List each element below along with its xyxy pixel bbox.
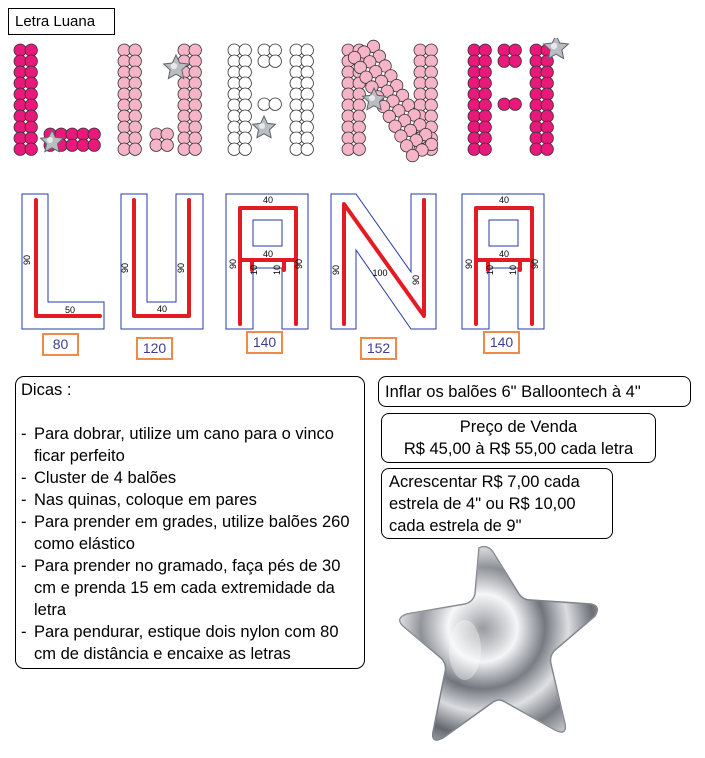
balloon xyxy=(530,121,542,133)
balloon xyxy=(178,143,190,155)
dimension-label: 50 xyxy=(64,305,76,315)
balloon xyxy=(479,88,491,100)
balloon xyxy=(530,66,542,78)
tips-list xyxy=(21,423,364,665)
balloon xyxy=(258,55,270,67)
balloon xyxy=(25,110,37,122)
balloon xyxy=(189,77,201,89)
dimension-label: 90 xyxy=(176,262,186,274)
balloon xyxy=(353,132,365,144)
balloon xyxy=(189,66,201,78)
balloon xyxy=(468,44,480,56)
balloon xyxy=(301,66,313,78)
balloon xyxy=(414,77,426,89)
balloon xyxy=(479,121,491,133)
balloon xyxy=(189,99,201,111)
frame-letter-l xyxy=(22,194,104,329)
balloon xyxy=(541,77,553,89)
balloon xyxy=(425,99,437,111)
balloon xyxy=(290,110,302,122)
balloon xyxy=(353,121,365,133)
dimension-label: 90 xyxy=(464,258,474,270)
dimension-label: 90 xyxy=(331,264,341,276)
balloon xyxy=(25,44,37,56)
tip-item: - Para dobrar, utilize um cano para o vinco ficar perfeito xyxy=(21,423,364,467)
balloon xyxy=(239,88,251,100)
balloon xyxy=(468,121,480,133)
balloon xyxy=(301,99,313,111)
balloon xyxy=(14,143,26,155)
balloon xyxy=(541,132,553,144)
balloon xyxy=(301,77,313,89)
balloon xyxy=(468,143,480,155)
dimension-label: 40 xyxy=(262,195,274,205)
balloon xyxy=(161,128,173,140)
balloon xyxy=(541,143,553,155)
balloon xyxy=(342,66,354,78)
balloon xyxy=(290,143,302,155)
balloon xyxy=(14,88,26,100)
balloon xyxy=(414,88,426,100)
balloon-letter-a1 xyxy=(228,44,313,155)
balloon xyxy=(66,139,78,151)
balloon xyxy=(77,139,89,151)
balloon xyxy=(342,132,354,144)
balloon xyxy=(118,121,130,133)
balloon xyxy=(468,55,480,67)
tips-box xyxy=(15,376,365,669)
balloon xyxy=(77,128,89,140)
balloon xyxy=(150,128,162,140)
balloon xyxy=(228,88,240,100)
tip-item: - Para prender no gramado, faça pés de 30 cm e prenda 15 em cada extremidade da letra xyxy=(21,555,364,621)
balloon xyxy=(258,44,270,56)
balloon xyxy=(301,132,313,144)
balloon xyxy=(479,99,491,111)
dimension-label: 90 xyxy=(411,274,421,286)
balloon xyxy=(301,143,313,155)
balloon xyxy=(541,110,553,122)
balloon xyxy=(530,88,542,100)
balloon xyxy=(239,132,251,144)
dimension-label: 40 xyxy=(498,195,510,205)
dimension-label: 100 xyxy=(372,268,388,278)
inflate-note: Inflar os balões 6" Balloontech à 4" xyxy=(378,376,691,407)
balloon xyxy=(342,77,354,89)
balloon xyxy=(161,139,173,151)
balloon xyxy=(14,55,26,67)
balloon xyxy=(479,77,491,89)
balloon xyxy=(25,66,37,78)
count-label-n: 152 xyxy=(360,337,397,360)
balloon xyxy=(189,55,201,67)
balloon xyxy=(414,44,426,56)
balloon xyxy=(468,99,480,111)
balloon xyxy=(25,121,37,133)
balloon xyxy=(239,44,251,56)
balloon xyxy=(530,132,542,144)
balloon xyxy=(468,77,480,89)
balloon xyxy=(25,55,37,67)
balloon xyxy=(14,66,26,78)
balloon xyxy=(239,66,251,78)
balloon xyxy=(25,88,37,100)
balloon xyxy=(530,55,542,67)
balloon-letter-a2 xyxy=(468,44,553,155)
balloon xyxy=(406,149,418,161)
balloon xyxy=(239,110,251,122)
balloon xyxy=(342,121,354,133)
balloon xyxy=(129,132,141,144)
balloon xyxy=(129,66,141,78)
balloon xyxy=(498,44,510,56)
balloon xyxy=(129,99,141,111)
balloon xyxy=(239,99,251,111)
balloon xyxy=(118,143,130,155)
star-price-note: Acrescentar R$ 7,00 cada estrela de 4" ou R$ 10,00 cada estrela de 9" xyxy=(381,468,613,539)
balloon xyxy=(468,132,480,144)
price-box xyxy=(381,413,656,463)
balloon xyxy=(228,121,240,133)
balloon xyxy=(88,128,100,140)
dimension-label: 40 xyxy=(156,304,168,314)
balloon xyxy=(129,44,141,56)
price-value: R$ 45,00 à R$ 55,00 cada letra xyxy=(403,440,634,458)
tip-item: - Para pendurar, estique dois nylon com 80 cm de distância e encaixe as letras xyxy=(21,621,364,665)
balloon xyxy=(290,121,302,133)
balloon xyxy=(178,132,190,144)
balloon xyxy=(189,88,201,100)
dimension-label: 10 xyxy=(485,264,495,276)
balloon-letter-n xyxy=(342,40,438,162)
balloon xyxy=(129,143,141,155)
dimension-label: 10 xyxy=(508,264,518,276)
balloon xyxy=(290,66,302,78)
balloon xyxy=(118,88,130,100)
balloon xyxy=(290,77,302,89)
frame-letter-a1 xyxy=(226,194,308,329)
balloon xyxy=(498,98,510,110)
dimension-label: 90 xyxy=(120,262,130,274)
balloon xyxy=(228,132,240,144)
balloon xyxy=(290,55,302,67)
balloon xyxy=(129,77,141,89)
balloon xyxy=(25,77,37,89)
count-label-l: 80 xyxy=(42,333,79,356)
balloon xyxy=(118,44,130,56)
balloon xyxy=(468,88,480,100)
balloon xyxy=(150,139,162,151)
balloon xyxy=(228,99,240,111)
balloon xyxy=(269,55,281,67)
frame-letter-n xyxy=(331,194,436,329)
tip-item: - Nas quinas, coloque em pares xyxy=(21,489,364,511)
dimension-label: 10 xyxy=(249,264,259,276)
balloon xyxy=(228,77,240,89)
balloon xyxy=(118,77,130,89)
balloon xyxy=(258,98,270,110)
balloon xyxy=(301,121,313,133)
balloon-letters xyxy=(0,38,705,180)
balloon xyxy=(189,110,201,122)
balloon xyxy=(301,44,313,56)
count-label-u: 120 xyxy=(136,337,173,360)
balloon xyxy=(479,110,491,122)
balloon xyxy=(498,55,510,67)
balloon xyxy=(178,121,190,133)
balloon xyxy=(118,132,130,144)
balloon xyxy=(425,44,437,56)
balloon xyxy=(14,77,26,89)
balloon xyxy=(425,66,437,78)
balloon xyxy=(353,143,365,155)
silver-foil-star-balloon xyxy=(395,542,605,742)
frame-letter-a2 xyxy=(462,194,544,329)
balloon xyxy=(342,88,354,100)
balloon xyxy=(425,77,437,89)
dimension-label: 90 xyxy=(530,258,540,270)
count-label-a2: 140 xyxy=(483,331,520,354)
balloon xyxy=(530,77,542,89)
balloon xyxy=(530,143,542,155)
balloon xyxy=(129,121,141,133)
dimension-label: 90 xyxy=(22,254,32,266)
balloon xyxy=(541,99,553,111)
balloon xyxy=(290,44,302,56)
balloon xyxy=(301,88,313,100)
balloon xyxy=(479,55,491,67)
tip-item: - Cluster de 4 balões xyxy=(21,467,364,489)
balloon xyxy=(25,99,37,111)
balloon xyxy=(239,143,251,155)
balloon xyxy=(530,110,542,122)
balloon xyxy=(178,99,190,111)
tip-item: - Para prender em grades, utilize balões 260 como elástico xyxy=(21,511,364,555)
balloon xyxy=(178,88,190,100)
dimension-label: 90 xyxy=(294,258,304,270)
balloon xyxy=(178,110,190,122)
dimension-label: 40 xyxy=(262,249,274,259)
balloon-letter-u xyxy=(118,44,201,155)
silver-foil-star-icon xyxy=(253,116,276,138)
frame-letter-u xyxy=(120,194,203,329)
balloon xyxy=(129,55,141,67)
count-label-a1: 140 xyxy=(246,331,283,354)
balloon xyxy=(342,99,354,111)
balloon xyxy=(118,110,130,122)
balloon xyxy=(88,139,100,151)
balloon xyxy=(239,55,251,67)
balloon xyxy=(353,88,365,100)
balloon xyxy=(178,44,190,56)
balloon xyxy=(290,88,302,100)
balloon xyxy=(269,98,281,110)
dimension-label: 10 xyxy=(272,264,282,276)
dimension-label: 40 xyxy=(498,249,510,259)
balloon xyxy=(541,66,553,78)
balloon xyxy=(509,98,521,110)
balloon xyxy=(228,110,240,122)
balloon xyxy=(25,132,37,144)
tips-heading: Dicas : xyxy=(21,381,72,399)
balloon xyxy=(14,44,26,56)
balloon xyxy=(66,128,78,140)
balloon xyxy=(414,66,426,78)
frame-diagrams xyxy=(0,190,705,335)
balloon xyxy=(414,55,426,67)
balloon xyxy=(342,143,354,155)
balloon xyxy=(189,143,201,155)
balloon xyxy=(541,88,553,100)
balloon xyxy=(129,110,141,122)
balloon xyxy=(14,121,26,133)
balloon xyxy=(228,55,240,67)
page-title: Letra Luana xyxy=(8,8,115,35)
balloon xyxy=(178,77,190,89)
balloon xyxy=(301,110,313,122)
balloon xyxy=(509,55,521,67)
balloon xyxy=(541,121,553,133)
balloon xyxy=(342,110,354,122)
price-heading: Preço de Venda xyxy=(459,418,578,436)
balloon xyxy=(530,44,542,56)
balloon xyxy=(25,143,37,155)
balloon xyxy=(425,110,437,122)
balloon xyxy=(479,66,491,78)
balloon xyxy=(189,121,201,133)
balloon xyxy=(239,77,251,89)
balloon xyxy=(425,55,437,67)
balloon xyxy=(425,88,437,100)
balloon xyxy=(530,99,542,111)
balloon xyxy=(479,44,491,56)
balloon xyxy=(353,110,365,122)
balloon xyxy=(189,132,201,144)
balloon xyxy=(468,66,480,78)
balloon xyxy=(468,110,480,122)
balloon xyxy=(118,99,130,111)
balloon xyxy=(228,66,240,78)
balloon xyxy=(118,55,130,67)
balloon xyxy=(269,44,281,56)
balloon xyxy=(189,44,201,56)
balloon xyxy=(290,132,302,144)
balloon xyxy=(228,44,240,56)
balloon xyxy=(14,99,26,111)
balloon xyxy=(228,143,240,155)
balloon xyxy=(290,99,302,111)
balloon xyxy=(118,66,130,78)
dimension-label: 90 xyxy=(228,258,238,270)
balloon xyxy=(479,132,491,144)
balloon xyxy=(14,132,26,144)
balloon xyxy=(509,44,521,56)
balloon xyxy=(301,55,313,67)
balloon xyxy=(479,143,491,155)
balloon xyxy=(239,121,251,133)
balloon xyxy=(129,88,141,100)
balloon xyxy=(353,99,365,111)
balloon xyxy=(14,110,26,122)
